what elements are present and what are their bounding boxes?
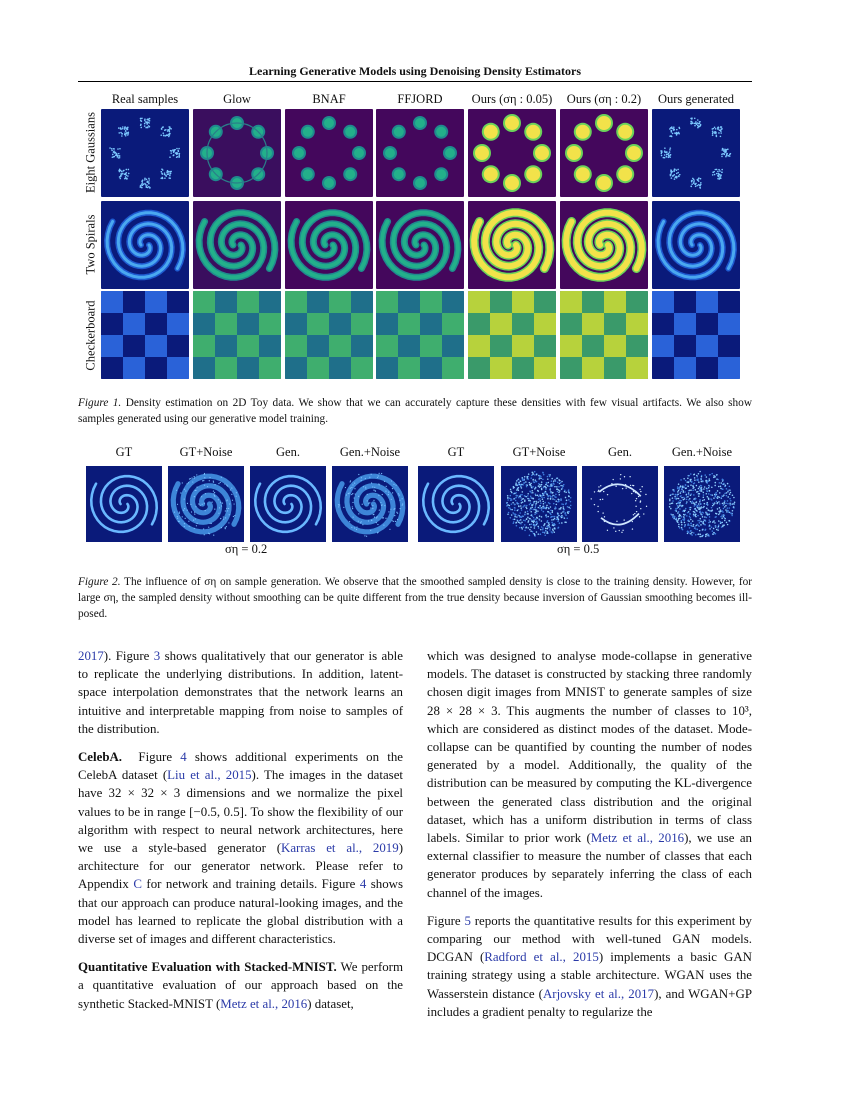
figure1-panel-gauss-real [101,109,189,197]
figure2-panel-cloud [664,466,740,542]
figure2-panel-cloud [501,466,577,542]
figure2-col-label: Gen.+Noise [671,445,733,459]
text: for network and training details. Figure [141,877,360,892]
figure1-caption [78,395,752,427]
figure1-panel-gauss-ours [560,109,648,197]
figure1-caption-label: Figure 1. [78,397,122,409]
figure2-col-label: Gen. [276,445,300,459]
figure1-panel-checker-flow [285,291,373,379]
citation-link[interactable]: Liu et al., 2015 [167,768,252,783]
citation-link[interactable]: Metz et al., 2016 [220,996,308,1011]
figure2-panel-gen5 [582,466,658,542]
left-text-column [78,647,403,1013]
figure2-caption-text: The influence of ση on sample generation. We observe that the smoothed sampled density is close to the training density. However, for large ση, the sampled density without smoothing can be quite different from the true density because inversion of Gaussian smoothing becomes ill-posed. [78,576,752,620]
text: Figure [427,913,465,928]
paragraph [78,958,403,1013]
figure1-panel-checker-ours [560,291,648,379]
figure1-col-label: Ours (ση : 0.05) [471,92,553,106]
figure1-panel-checker-gen [652,291,740,379]
text: ) implements a basic GAN training strategy using a stable architecture. WGAN uses the Wasserstein distance ( [427,950,752,1001]
text: reports the quantitative results for this experiment by comparing our method with well-tuned GAN models. DCGAN ( [427,913,752,965]
figure1-panel-gauss-flow [376,109,464,197]
figure1-caption-text: Density estimation on 2D Toy data. We show that we can accurately capture these densities with few visual artifacts. We also show samples generated using our generative model training. [78,397,752,425]
right-text-column [427,647,752,1021]
figure1-row-label: Checkerboard [83,300,98,371]
figure1-panel-spiral-flow [285,201,373,289]
text: ) dataset, [307,996,354,1011]
figure2-panel-clean [250,466,326,542]
figure2-caption-label: Figure 2. [78,576,121,588]
figure-ref-link[interactable]: 3 [153,649,161,663]
figure1-panel-spiral-glow [193,201,281,289]
figure1-panel-gauss-glow [193,109,281,197]
text: ). The images in the dataset have 32 × 32 × 3 dimensions and we normalize the pixel values to be in range [−0.5, 0.5]. To show the flexibility of our algorithm with respect to neural network architectures, here we use a style-based generator ( [78,768,403,856]
figure1-col-label: Ours (ση : 0.2) [566,92,642,106]
paragraph [427,647,752,902]
citation-link[interactable]: Metz et al., 2016 [590,831,685,846]
citation-link[interactable]: Arjovsky et al., 2017 [542,986,655,1001]
text: ). Figure [103,649,154,663]
text: ) architecture for our generator network. Please refer to Appendix [78,841,403,892]
figure1-panel-spiral-real [101,201,189,289]
text: ), we use an external classifier to measure the number of classes that each generator produces by separately inferring the class of each channel of the images. [427,831,752,900]
header-rule [78,81,752,82]
figure1-col-label: Ours generated [657,92,734,106]
figure-ref-link[interactable]: 4 [359,877,367,892]
text: shows qualitatively that our generator is able to replicate the underlying distributions. In addition, latent-space interpolation demonstrates that the network learns an intuitive and interpretable mapping from noise to samples of the distribution. [78,649,403,736]
figure2-panel-noisy [168,466,244,542]
figure2-col-label: GT [447,445,465,459]
paragraph [78,647,403,738]
figure2-panel-clean [86,466,162,542]
figure2-panel-clean [418,466,494,542]
running-title: Learning Generative Models using Denoising Density Estimators [249,64,581,78]
figure1-row-label: Two Spirals [83,214,98,275]
figure1-col-label: Real samples [111,92,179,106]
figure1-panel-gauss-ours [468,109,556,197]
figure2-col-label: GT [115,445,133,459]
figure1-panel-checker-ours [468,291,556,379]
figure1-panel-checker-flow [376,291,464,379]
figure2-panel-noisy [332,466,408,542]
paragraph-heading: Quantitative Evaluation with Stacked-MNIST. [78,960,337,975]
figure-ref-link[interactable]: 5 [464,913,471,928]
figure1-col-label: Glow [223,92,251,106]
text: which was designed to analyse mode-collapse in generative models. The dataset is constructed by stacking three randomly chosen digit images from MNIST to generate samples of size 28 × 28 × 3. This augments the number of classes to 10³, which are considered as distinct modes of the dataset. Mode-collapse can be quantified by counting the number of nodes generated by a model. Additionally, the quality of the distribution can be measured by computing the KL-divergence between the generated class distribution and the original dataset, which has a uniform distribution in terms of class labels. Similar to prior work ( [427,649,752,846]
citation-link[interactable]: Karras et al., 2019 [281,841,399,856]
figure1-panel-gauss-flow [285,109,373,197]
text: shows additional experiments on the CelebA dataset ( [78,750,403,783]
figure2-group-label: ση = 0.5 [557,542,600,556]
text: shows that our approach can produce natural-looking images, and the model has learned to replicate the global distribution with a diverse set of images and different characteristics. [78,877,403,947]
appendix-ref-link[interactable]: C [133,877,142,892]
figure1-panel-spiral-ours [560,201,648,289]
figure2-col-label: GT+Noise [512,445,566,459]
figure1-panel-checker-glow [193,291,281,379]
figure2-col-label: Gen.+Noise [339,445,401,459]
figure1-row-label: Eight Gaussians [83,112,98,193]
figure2-col-label: GT+Noise [179,445,233,459]
figure1-panel-spiral-flow [376,201,464,289]
figure-ref-link[interactable]: 4 [180,750,187,765]
citation-link[interactable]: Radford et al., 2015 [484,950,599,965]
citation-link[interactable]: 2017 [78,649,104,663]
figure1-panel-checker-real [101,291,189,379]
figure2-col-label: Gen. [608,445,632,459]
paragraph [78,748,403,948]
figure1-panel-gauss-gen [652,109,740,197]
figure1-panel-spiral-ours [468,201,556,289]
figure1-panel-spiral-gen [652,201,740,289]
text: We perform a quantitative evaluation of our approach based on the synthetic Stacked-MNIST ( [78,960,403,1011]
paragraph [427,912,752,1021]
figure1-col-label: FFJORD [397,92,443,106]
text: ), and WGAN+GP includes a gradient penalty to regularize the [427,986,752,1019]
text: Figure [122,750,181,765]
figure1-col-label: BNAF [312,92,346,106]
paragraph-heading: CelebA. [78,750,123,765]
figure2-group-label: ση = 0.2 [225,542,268,556]
figure2-caption [78,574,752,622]
